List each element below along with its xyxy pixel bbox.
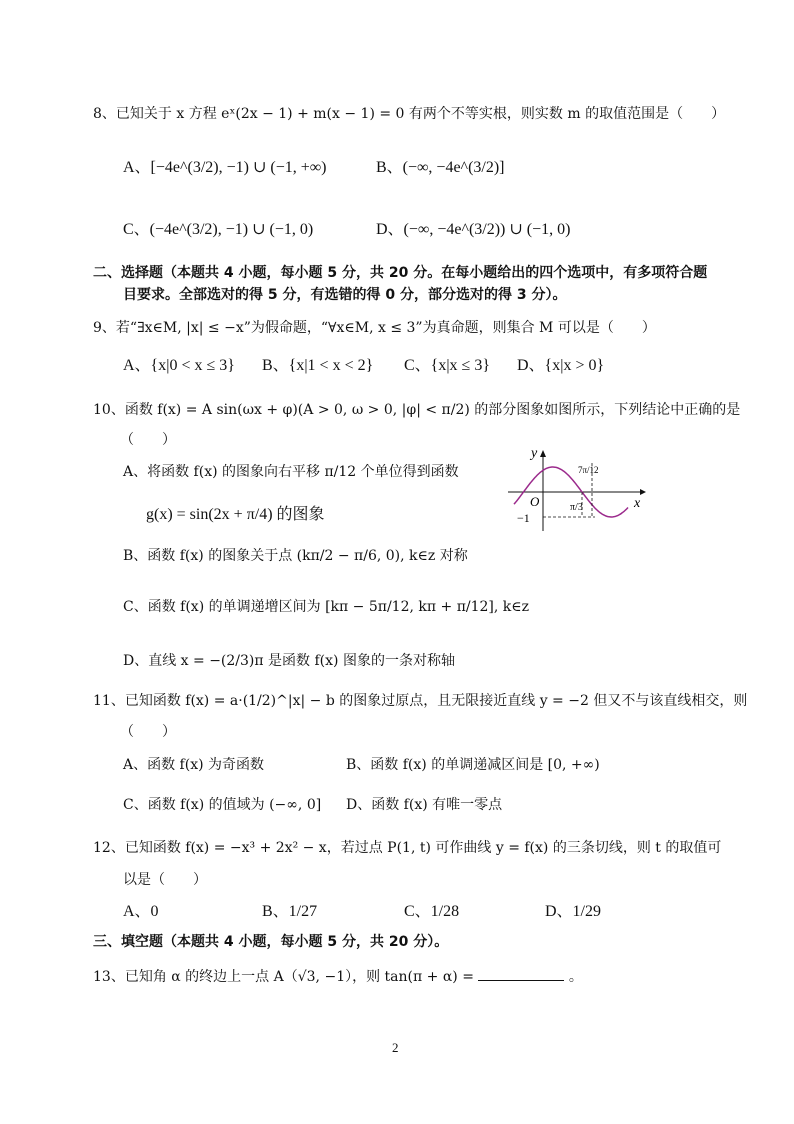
q10-option-b: B、函数 f(x) 的图象关于点 (kπ/2 − π/6, 0), k∈z 对称 bbox=[123, 548, 468, 564]
q10-stem: 10、函数 f(x) = A sin(ωx + φ)(A > 0, ω > 0, |φ| < π/2) 的部分图象如图所示，下列结论中正确的是 bbox=[93, 402, 741, 418]
q10-sine-graph bbox=[500, 445, 650, 535]
section3-heading: 三、填空题（本题共 4 小题，每小题 5 分，共 20 分）。 bbox=[93, 934, 449, 950]
q8-stem: 8、已知关于 x 方程 eˣ(2x − 1) + m(x − 1) = 0 有两个不等实根，则实数 m 的取值范围是（ ） bbox=[93, 106, 726, 122]
q8-option-c: C、(−4e^(3/2), −1) ∪ (−1, 0) bbox=[123, 221, 314, 238]
origin-label: O bbox=[530, 494, 540, 509]
x-label: x bbox=[634, 496, 641, 511]
q10-option-d: D、直线 x = −(2/3)π 是函数 f(x) 图象的一条对称轴 bbox=[123, 653, 455, 669]
q10-option-c: C、函数 f(x) 的单调递增区间为 [kπ − 5π/12, kπ + π/12], k∈z bbox=[123, 599, 530, 615]
q9-option-c: C、{x|x ≤ 3} bbox=[404, 357, 491, 374]
q9-option-a: A、{x|0 < x ≤ 3} bbox=[123, 357, 235, 374]
q11-option-b: B、函数 f(x) 的单调递减区间是 [0, +∞) bbox=[346, 757, 600, 773]
q12-option-c: C、1/28 bbox=[404, 903, 460, 920]
q9-option-d: D、{x|x > 0} bbox=[517, 357, 605, 374]
q10-paren: （ ） bbox=[120, 432, 176, 448]
q12-option-a: A、0 bbox=[123, 903, 159, 920]
q11-option-d: D、函数 f(x) 有唯一零点 bbox=[346, 797, 503, 813]
q8-option-b: B、(−∞, −4e^(3/2)] bbox=[376, 159, 505, 176]
q12-stem: 12、已知函数 f(x) = −x³ + 2x² − x，若过点 P(1, t) 可作曲线 y = f(x) 的三条切线，则 t 的取值可 bbox=[93, 840, 722, 856]
x-axis-arrow bbox=[640, 489, 646, 495]
q12-stem-line2: 以是（ ） bbox=[123, 872, 207, 888]
q11-paren: （ ） bbox=[120, 724, 176, 740]
q12-option-d: D、1/29 bbox=[545, 903, 602, 920]
section2-heading-line2: 目要求。全部选对的得 5 分，有选错的得 0 分，部分选对的得 3 分）。 bbox=[123, 287, 567, 303]
y-axis-arrow bbox=[540, 450, 546, 457]
q11-stem: 11、已知函数 f(x) = a·(1/2)^|x| − b 的图象过原点，且无限接近直线 y = −2 但又不与该直线相交，则 bbox=[93, 693, 748, 709]
x-tick-label-1: π/3 bbox=[570, 502, 583, 513]
y-label: y bbox=[531, 446, 538, 461]
page-number: 2 bbox=[392, 1040, 399, 1055]
q9-option-b: B、{x|1 < x < 2} bbox=[262, 357, 374, 374]
q11-option-c: C、函数 f(x) 的值域为 (−∞, 0] bbox=[123, 797, 322, 813]
q10-option-a-line2: g(x) = sin(2x + π/4) 的图象 bbox=[146, 506, 325, 523]
q13-answer-blank[interactable] bbox=[478, 966, 564, 981]
q12-option-b: B、1/27 bbox=[262, 903, 318, 920]
q9-stem: 9、若“∃x∈M, |x| ≤ −x”为假命题，“∀x∈M, x ≤ 3”为真命题，则集合 M 可以是（ ） bbox=[93, 320, 656, 336]
x-tick-label-2: 7π/12 bbox=[578, 465, 599, 475]
q13-line bbox=[93, 966, 583, 987]
q8-option-d: D、(−∞, −4e^(3/2)) ∪ (−1, 0) bbox=[376, 221, 571, 238]
q13-end: 。 bbox=[568, 969, 583, 985]
q8-option-a: A、[−4e^(3/2), −1) ∪ (−1, +∞) bbox=[123, 159, 327, 176]
section2-heading-line1: 二、选择题（本题共 4 小题，每小题 5 分，共 20 分。在每小题给出的四个选项中，有多项符合题 bbox=[93, 265, 708, 281]
q11-option-a: A、函数 f(x) 为奇函数 bbox=[123, 757, 265, 773]
q13-stem: 13、已知角 α 的终边上一点 A（√3, −1），则 tan(π + α) = bbox=[93, 969, 474, 985]
y-tick-label: −1 bbox=[517, 511, 530, 525]
q10-option-a-line1: A、将函数 f(x) 的图象向右平移 π/12 个单位得到函数 bbox=[123, 464, 459, 480]
